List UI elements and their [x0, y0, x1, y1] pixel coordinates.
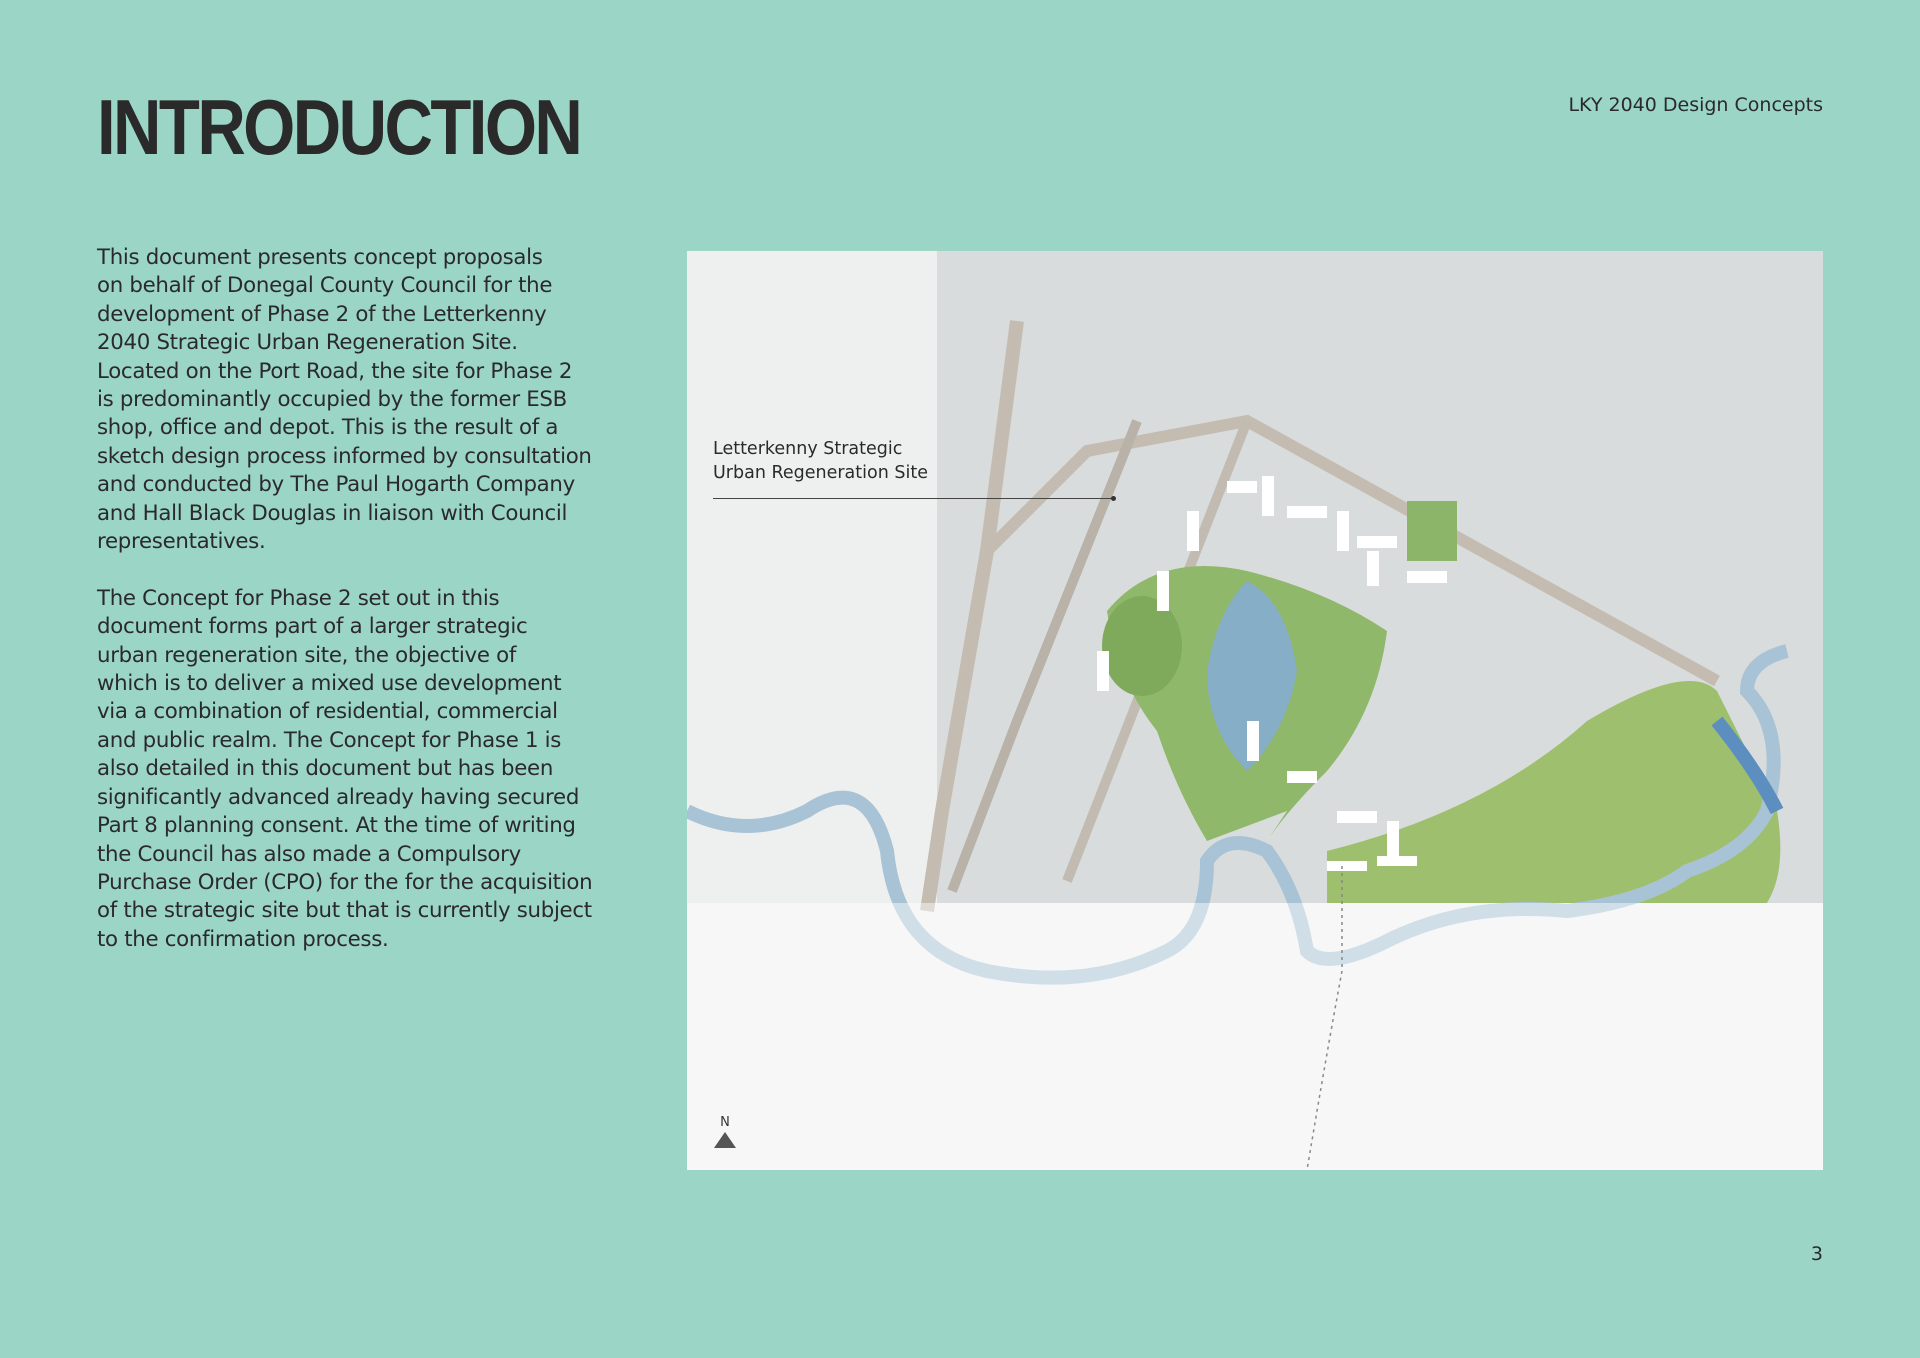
site-map — [687, 251, 1823, 1170]
text-line: significantly advanced already having secured — [97, 784, 580, 810]
page-title: INTRODUCTION — [97, 83, 581, 171]
text-line: Part 8 planning consent. At the time of writing — [97, 813, 576, 839]
text-line: document forms part of a larger strategic — [97, 614, 528, 640]
text-line: The Concept for Phase 2 set out in this — [97, 585, 500, 611]
map-fade-overlay — [687, 903, 1823, 1170]
text-line: Located on the Port Road, the site for Phase 2 — [97, 358, 573, 384]
text-line: Purchase Order (CPO) for the for the acquisition — [97, 869, 593, 895]
site-label — [713, 437, 928, 485]
text-line: the Council has also made a Compulsory — [97, 841, 521, 867]
text-line: This document presents concept proposals — [97, 245, 543, 270]
text-line: 2040 Strategic Urban Regeneration Site. — [97, 330, 518, 356]
text-line: also detailed in this document but has been — [97, 756, 554, 782]
text-line: sketch design process informed by consultation — [97, 443, 592, 469]
playing-field — [1102, 596, 1182, 696]
introduction-text — [97, 244, 657, 983]
leader-line — [713, 498, 1113, 499]
document-header: LKY 2040 Design Concepts — [1568, 94, 1823, 116]
site-label-line-2: Urban Regeneration Site — [713, 463, 928, 483]
text-line: and conducted by The Paul Hogarth Company — [97, 472, 575, 498]
north-arrow-icon — [714, 1132, 736, 1148]
text-line: urban regeneration site, the objective of — [97, 642, 517, 668]
text-line: of the strategic site but that is currently subject — [97, 898, 592, 924]
north-label: N — [720, 1115, 730, 1130]
site-label-line-1: Letterkenny Strategic — [713, 439, 903, 459]
leader-dot — [1111, 496, 1116, 501]
north-arrow — [713, 1115, 737, 1148]
text-line: to the confirmation process. — [97, 926, 389, 952]
text-line: is predominantly occupied by the former ESB — [97, 387, 567, 413]
text-line: and Hall Black Douglas in liaison with Council — [97, 500, 568, 526]
text-line: and public realm. The Concept for Phase 1 is — [97, 727, 562, 753]
text-line: via a combination of residential, commercial — [97, 699, 558, 725]
text-line: which is to deliver a mixed use development — [97, 671, 562, 697]
text-line: representatives. — [97, 529, 266, 555]
paragraph-2 — [97, 585, 657, 954]
text-line: shop, office and depot. This is the result of a — [97, 415, 559, 441]
map-illustration — [687, 251, 1823, 1170]
text-line: on behalf of Donegal County Council for the — [97, 273, 553, 299]
page-number: 3 — [1810, 1243, 1823, 1265]
text-line: development of Phase 2 of the Letterkenny — [97, 301, 547, 327]
paragraph-1 — [97, 244, 657, 556]
green-space — [1407, 501, 1457, 561]
